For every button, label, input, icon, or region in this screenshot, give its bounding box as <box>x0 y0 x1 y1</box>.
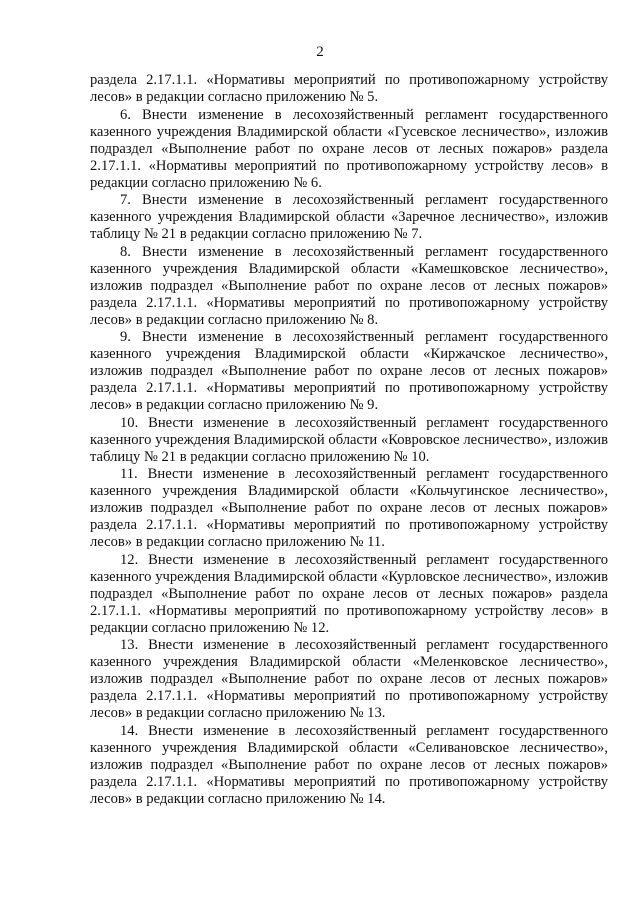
paragraph-continuation: раздела 2.17.1.1. «Нормативы мероприятий по противопожарному устройству лесов» в редакции согласно приложению № 5. <box>90 72 608 105</box>
paragraph-item-14: 14. Внести изменение в лесохозяйственный регламент государственного казенного учреждения Владимирской области «Селивановское лесничество», изложив подраздел «Выполнение работ по охране лесов от лесных пожаров» раздела 2.17.1.1. «Нормативы мероприятий по противопожарному устройству лесов» в редакции согласно приложению № 14. <box>90 722 608 807</box>
paragraph-item-13: 13. Внести изменение в лесохозяйственный регламент государственного казенного учреждения Владимирской области «Меленковское лесничество», изложив подраздел «Выполнение работ по охране лесов от лесных пожаров» раздела 2.17.1.1. «Нормативы мероприятий по противопожарному устройству лесов» в редакции согласно приложению № 13. <box>90 637 608 721</box>
document-body <box>90 72 608 808</box>
paragraph-item-12: 12. Внести изменение в лесохозяйственный регламент государственного казенного учреждения Владимирской области «Курловское лесничество», изложив подраздел «Выполнение работ по охране лесов от лесных пожаров» раздела 2.17.1.1. «Нормативы мероприятий по противопожарному устройству лесов» в редакции согласно приложению № 12. <box>90 551 608 636</box>
page-number: 2 <box>316 44 324 60</box>
paragraph-item-11: 11. Внести изменение в лесохозяйственный регламент государственного казенного учреждения Владимирской области «Кольчугинское лесничество», изложив подраздел «Выполнение работ по охране лесов от лесных пожаров» раздела 2.17.1.1. «Нормативы мероприятий по противопожарному устройству лесов» в редакции согласно приложению № 11. <box>90 466 608 550</box>
paragraph-item-8: 8. Внести изменение в лесохозяйственный регламент государственного казенного учреждения Владимирской области «Камешковское лесничество», изложив подраздел «Выполнение работ по охране лесов от лесных пожаров» раздела 2.17.1.1. «Нормативы мероприятий по противопожарному устройству лесов» в редакции согласно приложению № 8. <box>90 243 608 328</box>
paragraph-item-7: 7. Внести изменение в лесохозяйственный регламент государственного казенного учреждения Владимирской области «Заречное лесничество», изложив таблицу № 21 в редакции согласно приложению № 7. <box>90 192 608 242</box>
paragraph-item-9: 9. Внести изменение в лесохозяйственный регламент государственного казенного учреждения Владимирской области «Киржачское лесничество», изложив подраздел «Выполнение работ по охране лесов от лесных пожаров» раздела 2.17.1.1. «Нормативы мероприятий по противопожарному устройству лесов» в редакции согласно приложению № 9. <box>90 329 608 413</box>
paragraph-item-10: 10. Внести изменение в лесохозяйственный регламент государственного казенного учреждения Владимирской области «Ковровское лесничество», изложив таблицу № 21 в редакции согласно приложению № 10. <box>90 414 608 465</box>
paragraph-item-6: 6. Внести изменение в лесохозяйственный регламент государственного казенного учреждения Владимирской области «Гусевское лесничество», изложив подраздел «Выполнение работ по охране лесов от лесных пожаров» раздела 2.17.1.1. «Нормативы мероприятий по противопожарному устройству лесов» в редакции согласно приложению № 6. <box>90 106 608 191</box>
